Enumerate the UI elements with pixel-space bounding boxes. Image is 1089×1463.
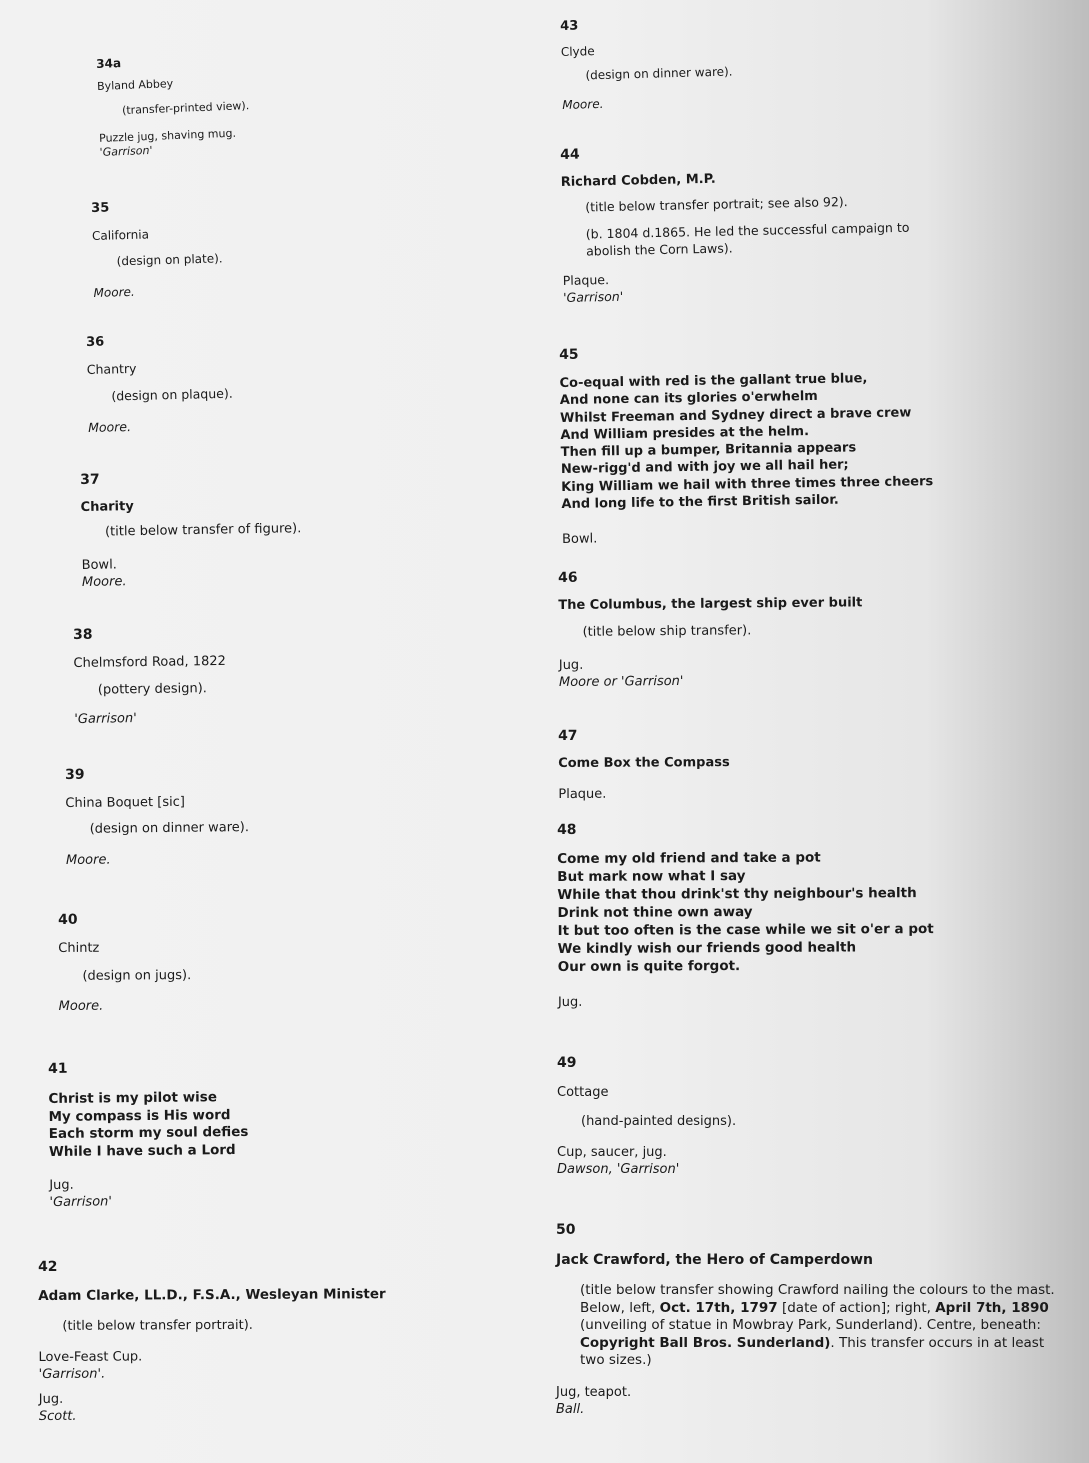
entry-description: (design on jugs). xyxy=(82,968,192,984)
entry-title: Charity xyxy=(80,499,134,515)
entry-title: Clyde xyxy=(560,44,595,59)
entry-objects: Plaque. xyxy=(558,786,607,802)
entry-biography: (b. 1804 d.1865. He led the successful campaign to abolish the Corn Laws). xyxy=(585,219,910,259)
verse-line: We kindly wish our friends good health xyxy=(557,939,857,957)
desc-text: (unveiling of statue in Mowbray Park, Sunderland). Centre, beneath: xyxy=(580,1317,1041,1333)
entry-number: 41 xyxy=(48,1060,68,1077)
entry-title: The Columbus, the largest ship ever built xyxy=(558,595,863,613)
entry-number: 44 xyxy=(560,146,580,163)
entry-verse xyxy=(48,1089,248,1161)
entry-number: 45 xyxy=(559,346,579,363)
entry-description: (title below transfer portrait; see also 92). xyxy=(585,193,848,215)
entry-title: Jack Crawford, the Hero of Camperdown xyxy=(556,1252,874,1268)
entry-36 xyxy=(86,332,234,436)
entry-50 xyxy=(556,1222,1061,1418)
entry-verse xyxy=(557,848,934,976)
entry-number: 40 xyxy=(58,911,78,928)
entry-title: Adam Clarke, LL.D., F.S.A., Wesleyan Minister xyxy=(38,1286,386,1304)
entry-37 xyxy=(80,468,302,591)
verse-line: While that thou drink'st thy neighbour's health xyxy=(557,885,917,903)
verse-line: Our own is quite forgot. xyxy=(557,958,741,975)
entry-description: (design on plate). xyxy=(116,251,223,269)
entry-number: 46 xyxy=(558,569,578,586)
entry-maker: Moore. xyxy=(93,284,135,300)
entry-description: (pottery design). xyxy=(97,681,207,698)
entry-objects: Jug. xyxy=(558,657,584,673)
entry-objects: Jug, teapot. xyxy=(556,1384,632,1400)
entry-description: (title below transfer portrait). xyxy=(62,1317,253,1334)
entry-description: (hand-painted designs). xyxy=(581,1114,737,1129)
entry-description: (transfer-printed view). xyxy=(121,99,250,118)
entry-46 xyxy=(558,567,863,691)
entry-number: 47 xyxy=(558,727,578,744)
entry-objects: Bowl. xyxy=(81,557,118,573)
entry-40 xyxy=(58,911,191,1015)
verse-line: Christ is my pilot wise xyxy=(48,1089,218,1107)
desc-date-unveiling: April 7th, 1890 xyxy=(935,1299,1049,1316)
entry-45 xyxy=(559,341,934,548)
entry-description: (design on dinner ware). xyxy=(89,820,250,837)
entry-42 xyxy=(38,1257,386,1425)
entry-number: 48 xyxy=(557,821,577,838)
entry-maker: Moore. xyxy=(562,96,604,112)
verse-line: Co-equal with red is the gallant true blue, xyxy=(559,371,868,391)
desc-text: (title below transfer showing Crawford nailing the colours to the mast. Below, left, xyxy=(580,1282,1055,1316)
entry-number: 49 xyxy=(557,1055,577,1071)
entry-title: Chintz xyxy=(58,940,100,956)
entry-number: 35 xyxy=(91,200,110,216)
entry-48 xyxy=(557,820,934,1011)
entry-35 xyxy=(91,197,224,302)
entry-objects: Jug. xyxy=(557,994,583,1010)
entry-title: Chelmsford Road, 1822 xyxy=(73,653,226,671)
verse-line: It but too often is the case while we sit o'er a pot xyxy=(557,921,934,939)
entry-title: California xyxy=(91,227,150,243)
entry-title: Come Box the Compass xyxy=(558,755,730,771)
entry-maker: 'Garrison' xyxy=(99,143,153,159)
entry-maker: 'Garrison'. xyxy=(38,1366,106,1382)
verse-line: Then fill up a bumper, Britannia appears xyxy=(560,440,857,461)
entry-maker: Moore. xyxy=(81,574,127,590)
verse-line: King William we hail with three times three cheers xyxy=(561,473,934,495)
entry-title: Richard Cobden, M.P. xyxy=(560,171,716,190)
entry-maker: Moore. xyxy=(87,419,132,435)
verse-line: My compass is His word xyxy=(48,1106,231,1125)
entry-43 xyxy=(560,15,734,114)
verse-line: Whilst Freeman and Sydney direct a brave crew xyxy=(559,405,912,426)
entry-number: 36 xyxy=(86,334,105,350)
entry-objects: Jug. xyxy=(49,1177,74,1193)
entry-number: 39 xyxy=(65,766,85,783)
entry-title: China Boquet [sic] xyxy=(65,794,186,811)
verse-line: And long life to the first British sailor. xyxy=(561,492,839,513)
entry-description: (title below ship transfer). xyxy=(582,623,752,640)
entry-maker-secondary: Scott. xyxy=(38,1408,77,1424)
verse-line: Come my old friend and take a pot xyxy=(557,849,821,867)
entry-47 xyxy=(558,727,730,803)
desc-text: [date of action]; right, xyxy=(777,1299,936,1316)
verse-line: New-rigg'd and with joy we all hail her; xyxy=(560,457,849,478)
entry-39 xyxy=(65,765,249,869)
entry-number: 34a xyxy=(96,56,122,71)
entry-44 xyxy=(560,139,943,306)
entry-description: (design on plaque). xyxy=(111,385,233,404)
verse-line: But mark now what I say xyxy=(557,868,746,885)
entry-number: 37 xyxy=(80,471,100,488)
entry-maker: 'Garrison' xyxy=(49,1194,113,1210)
entry-title: Chantry xyxy=(86,360,137,377)
verse-line: And none can its glories o'erwhelm xyxy=(559,389,818,409)
entry-maker: 'Garrison' xyxy=(74,711,137,727)
entry-number: 38 xyxy=(73,626,93,643)
entry-title: Byland Abbey xyxy=(96,77,174,93)
verse-line: Each storm my soul defies xyxy=(48,1123,249,1142)
entry-objects: Cup, saucer, jug. xyxy=(557,1145,667,1160)
entry-description xyxy=(580,1282,1061,1370)
entry-maker: 'Garrison' xyxy=(562,288,624,305)
entry-maker: Moore. xyxy=(65,852,111,868)
entry-number: 50 xyxy=(556,1222,576,1238)
entry-number: 43 xyxy=(560,18,579,34)
entry-maker: Ball. xyxy=(556,1401,585,1417)
entry-objects-secondary: Jug. xyxy=(38,1391,64,1407)
entry-maker: Moore or 'Garrison' xyxy=(558,673,684,690)
entry-objects: Puzzle jug, shaving mug. xyxy=(98,126,237,145)
entry-description: (title below transfer of figure). xyxy=(104,521,302,540)
entry-maker: Moore. xyxy=(58,998,104,1014)
verse-line: While I have such a Lord xyxy=(48,1141,236,1160)
entry-number: 42 xyxy=(38,1258,58,1275)
entry-title: Cottage xyxy=(557,1085,609,1100)
entry-description: (design on dinner ware). xyxy=(585,64,733,83)
entry-objects: Plaque. xyxy=(562,272,610,288)
entry-maker: Dawson, 'Garrison' xyxy=(557,1162,680,1177)
entry-verse xyxy=(559,369,933,513)
entry-34a xyxy=(96,51,251,160)
verse-line: And William presides at the helm. xyxy=(560,423,810,443)
entry-38 xyxy=(73,625,227,728)
entry-objects: Love-Feast Cup. xyxy=(38,1349,143,1365)
entry-49 xyxy=(557,1055,736,1178)
desc-text: . This transfer occurs in at least two sizes.) xyxy=(580,1334,1045,1368)
desc-copyright: Copyright Ball Bros. Sunderland) xyxy=(580,1334,831,1351)
entry-41 xyxy=(48,1059,249,1211)
desc-date-action: Oct. 17th, 1797 xyxy=(659,1299,778,1316)
entry-objects: Bowl. xyxy=(561,531,598,548)
verse-line: Drink not thine own away xyxy=(557,903,753,921)
